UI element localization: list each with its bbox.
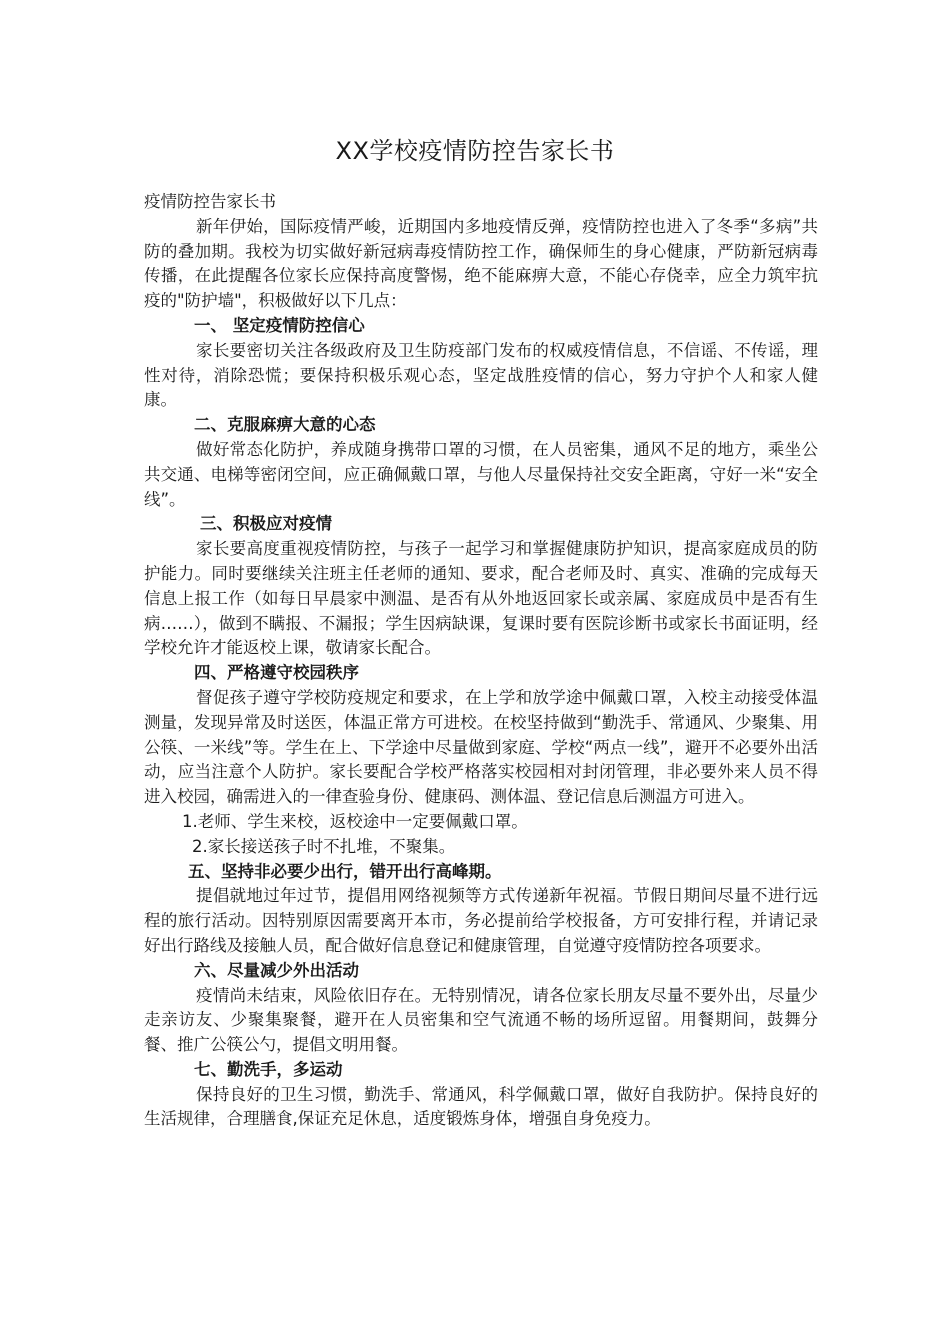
list-item-2: 2.家长接送孩子时不扎堆，不聚集。	[192, 836, 456, 856]
section-body-2: 做好常态化防护，养成随身携带口罩的习惯，在人员密集，通风不足的地方，乘坐公共交通、电梯等密闭空间，应正确佩戴口罩，与他人尽量保持社交安全距离，守好一米“安全线”。	[144, 439, 818, 509]
section-heading-3: 三、积极应对疫情	[200, 514, 332, 534]
section-body-6: 疫情尚未结束，风险依旧存在。无特别情况，请各位家长朋友尽量不要外出，尽量少走亲访友、少聚集聚餐，避开在人员密集和空气流通不畅的场所逗留。用餐期间，鼓舞分餐、推广公筷公勺，提倡文明用餐。	[144, 985, 818, 1055]
section-heading-1: 一、 坚定疫情防控信心	[194, 315, 365, 335]
section-body-7: 保持良好的卫生习惯，勤洗手、常通风，科学佩戴口罩，做好自我防护。保持良好的生活规律，合理膳食,保证充足休息，适度锻炼身体，增强自身免疫力。	[144, 1084, 818, 1129]
section-body-3: 家长要高度重视疫情防控，与孩子一起学习和掌握健康防护知识，提高家庭成员的防护能力。同时要继续关注班主任老师的通知、要求，配合老师及时、真实、准确的完成每天信息上报工作（如每日早晨家中测温、是否有从外地返回家长或亲属、家庭成员中是否有生病……），做到不瞒报、不漏报；学生因病缺课，复课时要有医院诊断书或家长书面证明，经学校允许才能返校上课，敬请家长配合。	[144, 539, 818, 658]
section-heading-7: 七、勤洗手，多运动	[194, 1059, 343, 1079]
document-title: XX学校疫情防控告家长书	[335, 137, 615, 165]
section-heading-5: 五、坚持非必要少出行，错开出行高峰期。	[188, 861, 502, 881]
section-heading-2: 二、克服麻痹大意的心态	[194, 415, 376, 435]
salutation: 疫情防控告家长书	[144, 192, 276, 211]
intro-paragraph: 新年伊始，国际疫情严峻，近期国内多地疫情反弹，疫情防控也进入了冬季“多病”共防的叠加期。我校为切实做好新冠病毒疫情防控工作，确保师生的身心健康，严防新冠病毒传播，在此提醒各位家长应保持高度警惕，绝不能麻痹大意，不能心存侥幸，应全力筑牢抗疫的"防护墙"，积极做好以下几点：	[144, 216, 818, 311]
section-body-4: 督促孩子遵守学校防疫规定和要求，在上学和放学途中佩戴口罩，入校主动接受体温测量，发现异常及时送医，体温正常方可进校。在校坚持做到“勤洗手、常通风、少聚集、用公筷、一米线”等。学生在上、下学途中尽量做到家庭、学校“两点一线”，避开不必要外出活动，应当注意个人防护。家长要配合学校严格落实校园相对封闭管理，非必要外来人员不得进入校园，确需进入的一律查验身份、健康码、测体温、登记信息后测温方可进入。	[144, 687, 818, 807]
document-body	[144, 190, 818, 1132]
list-item-1: 1.老师、学生来校，返校途中一定要佩戴口罩。	[182, 811, 528, 831]
section-body-5: 提倡就地过年过节，提倡用网络视频等方式传递新年祝福。节假日期间尽量不进行远程的旅行活动。因特别原因需要离开本市，务必提前给学校报备，方可安排行程，并请记录好出行路线及接触人员，配合做好信息登记和健康管理，自觉遵守疫情防控各项要求。	[144, 886, 818, 955]
section-body-1: 家长要密切关注各级政府及卫生防疫部门发布的权威疫情信息，不信谣、不传谣，理性对待，消除恐慌；要保持积极乐观心态，坚定战胜疫情的信心，努力守护个人和家人健康。	[144, 340, 818, 410]
section-heading-6: 六、尽量减少外出活动	[194, 960, 359, 980]
section-heading-4: 四、严格遵守校园秩序	[194, 663, 359, 683]
